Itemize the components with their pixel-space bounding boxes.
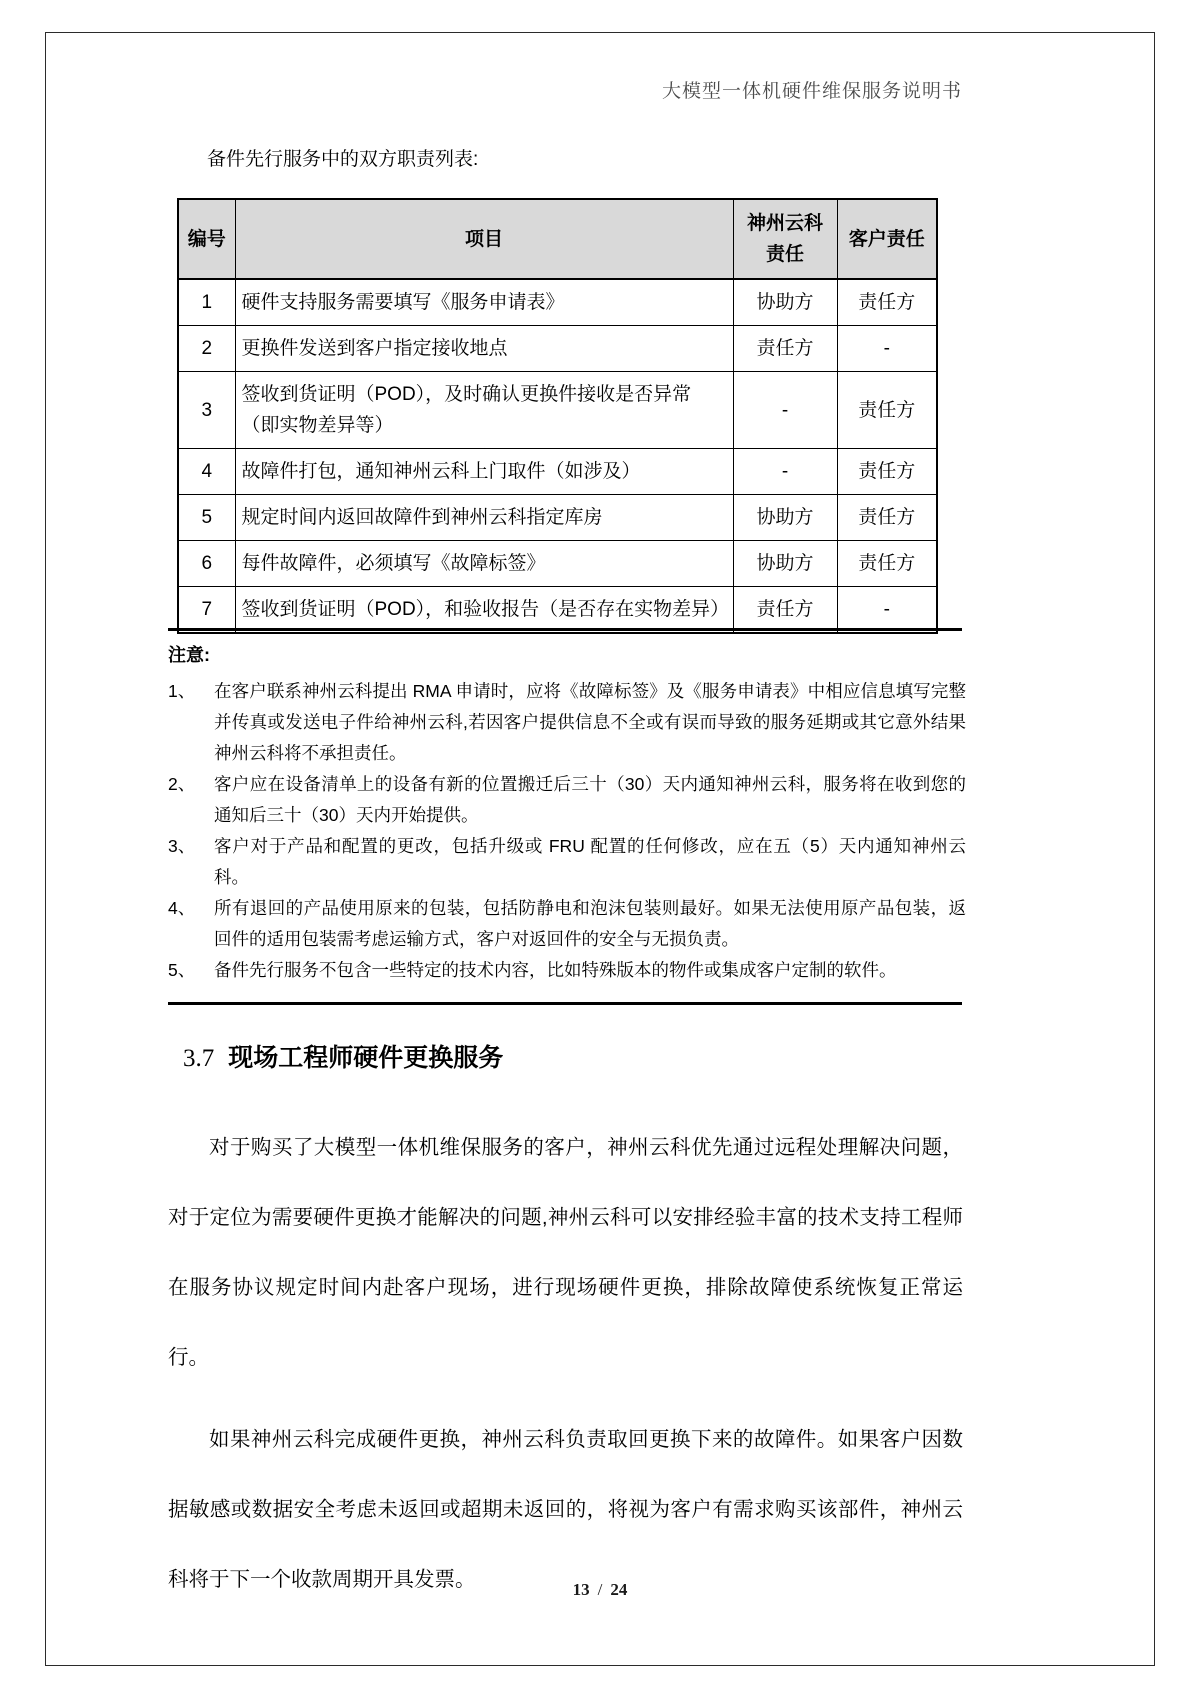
cell-id: 1 bbox=[178, 279, 235, 326]
cell-item: 硬件支持服务需要填写《服务申请表》 bbox=[235, 279, 733, 326]
header-dcc-line2: 责任 bbox=[765, 244, 804, 265]
cell-id: 6 bbox=[178, 541, 235, 587]
cell-customer: 责任方 bbox=[837, 541, 937, 587]
note-text: 客户应在设备清单上的设备有新的位置搬迁后三十（30）天内通知神州云科，服务将在收到您的通知后三十（30）天内开始提供。 bbox=[214, 774, 966, 825]
header-cell-item: 项目 bbox=[235, 199, 733, 279]
cell-dcc: 责任方 bbox=[733, 326, 837, 372]
cell-id: 2 bbox=[178, 326, 235, 372]
cell-item: 规定时间内返回故障件到神州云科指定库房 bbox=[235, 495, 733, 541]
body-paragraph: 如果神州云科完成硬件更换，神州云科负责取回更换下来的故障件。如果客户因数据敏感或数据安全考虑未返回或超期未返回的，将视为客户有需求购买该部件，神州云科将于下一个收款周期开具发票。 bbox=[168, 1428, 963, 1591]
note-text: 在客户联系神州云科提出 RMA 申请时，应将《故障标签》及《服务申请表》中相应信息填写完整并传真或发送电子件给神州云科,若因客户提供信息不全或有误而导致的服务延期或其它意外结果神州云科将不承担责任。 bbox=[214, 681, 966, 763]
note-number: 3、 bbox=[168, 836, 196, 856]
cell-dcc: 协助方 bbox=[733, 279, 837, 326]
note-number: 4、 bbox=[168, 898, 196, 918]
header-cell-customer: 客户责任 bbox=[837, 199, 937, 279]
cell-customer: 责任方 bbox=[837, 279, 937, 326]
cell-id: 3 bbox=[178, 372, 235, 449]
note-number: 5、 bbox=[168, 960, 196, 980]
divider-before-section bbox=[168, 1002, 962, 1005]
cell-item: 每件故障件，必须填写《故障标签》 bbox=[235, 541, 733, 587]
cell-id: 7 bbox=[178, 587, 235, 634]
cell-customer: - bbox=[837, 326, 937, 372]
page-footer bbox=[0, 1580, 1200, 1600]
header-dcc-line1: 神州云科 bbox=[746, 213, 823, 234]
cell-item: 故障件打包，通知神州云科上门取件（如涉及） bbox=[235, 449, 733, 495]
header-cell-dcc bbox=[733, 199, 837, 279]
list-item bbox=[168, 769, 966, 831]
page-number-total: 24 bbox=[610, 1580, 628, 1599]
note-number: 2、 bbox=[168, 774, 196, 794]
body-paragraph: 对于购买了大模型一体机维保服务的客户，神州云科优先通过远程处理解决问题，对于定位为需要硬件更换才能解决的问题,神州云科可以安排经验丰富的技术支持工程师在服务协议规定时间内赴客户现场，进行现场硬件更换，排除故障使系统恢复正常运行。 bbox=[168, 1136, 963, 1369]
page-number-separator: / bbox=[597, 1580, 603, 1599]
table-row bbox=[178, 541, 937, 587]
table-row bbox=[178, 279, 937, 326]
table-row bbox=[178, 449, 937, 495]
notes-list bbox=[168, 676, 966, 986]
section-number: 3.7 bbox=[183, 1045, 215, 1072]
cell-id: 5 bbox=[178, 495, 235, 541]
table-row bbox=[178, 326, 937, 372]
table-row bbox=[178, 587, 937, 634]
list-item bbox=[168, 831, 966, 893]
cell-customer: - bbox=[837, 587, 937, 634]
cell-customer: 责任方 bbox=[837, 449, 937, 495]
notes-label: 注意: bbox=[168, 645, 210, 665]
cell-item: 签收到货证明（POD），及时确认更换件接收是否异常 （即实物差异等） bbox=[235, 372, 733, 449]
section-heading bbox=[183, 1038, 503, 1074]
table-row bbox=[178, 372, 937, 449]
cell-dcc: 协助方 bbox=[733, 495, 837, 541]
header-cell-id: 编号 bbox=[178, 199, 235, 279]
document-header-title: 大模型一体机硬件维保服务说明书 bbox=[661, 81, 962, 102]
note-text: 备件先行服务不包含一些特定的技术内容，比如特殊版本的物件或集成客户定制的软件。 bbox=[214, 960, 897, 980]
section-title: 现场工程师硬件更换服务 bbox=[228, 1044, 504, 1072]
cell-dcc: - bbox=[733, 372, 837, 449]
list-item bbox=[168, 676, 966, 769]
list-item bbox=[168, 955, 966, 986]
list-item bbox=[168, 893, 966, 955]
table-row bbox=[178, 495, 937, 541]
intro-line: 备件先行服务中的双方职责列表: bbox=[207, 149, 479, 170]
section-body bbox=[168, 1113, 963, 1615]
cell-id: 4 bbox=[178, 449, 235, 495]
note-text: 客户对于产品和配置的更改，包括升级或 FRU 配置的任何修改，应在五（5）天内通知神州云科。 bbox=[214, 836, 966, 887]
cell-dcc: - bbox=[733, 449, 837, 495]
divider-after-table bbox=[168, 628, 962, 631]
cell-customer: 责任方 bbox=[837, 495, 937, 541]
cell-item: 签收到货证明（POD），和验收报告（是否存在实物差异） bbox=[235, 587, 733, 634]
cell-customer: 责任方 bbox=[837, 372, 937, 449]
cell-dcc: 责任方 bbox=[733, 587, 837, 634]
cell-item: 更换件发送到客户指定接收地点 bbox=[235, 326, 733, 372]
responsibility-table bbox=[177, 198, 938, 634]
table-header-row bbox=[178, 199, 937, 279]
note-number: 1、 bbox=[168, 681, 196, 701]
cell-dcc: 协助方 bbox=[733, 541, 837, 587]
page-number-current: 13 bbox=[572, 1580, 590, 1599]
note-text: 所有退回的产品使用原来的包装，包括防静电和泡沫包装则最好。如果无法使用原产品包装，返回件的适用包装需考虑运输方式，客户对返回件的安全与无损负责。 bbox=[214, 898, 966, 949]
